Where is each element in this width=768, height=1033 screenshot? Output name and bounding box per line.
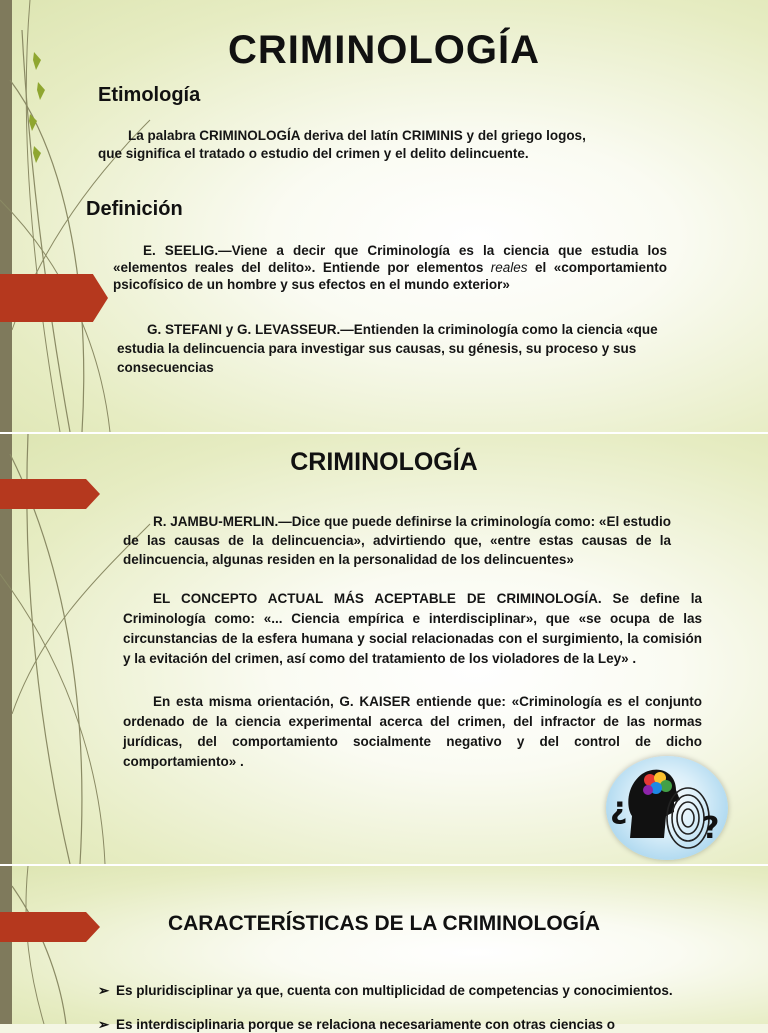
bullet-text: Es interdisciplinaria porque se relaciona necesariamente con otras ciencias o	[116, 1017, 615, 1032]
svg-text:¿: ¿	[610, 791, 628, 826]
seelig-text-a: E. SEELIG.—Viene a decir que Criminología es la ciencia que estudia los «elementos reales del delito». Entiende por elementos	[113, 243, 667, 275]
bullet-item	[100, 1016, 704, 1033]
slide-2-title: CRIMINOLOGÍA	[290, 448, 478, 476]
concepto-paragraph: EL CONCEPTO ACTUAL MÁS ACEPTABLE DE CRIMINOLOGÍA. Se define la Criminología como: «... Ciencia empírica e interdisciplinar», que «se ocupa de las circunstancias de la esfera humana y social relacionadas con el surgimiento, la comisión y la evitación del crimen, así como del tratamiento de los violadores de la Ley» .	[123, 591, 702, 666]
seelig-paragraph	[113, 242, 667, 293]
bullet-item	[100, 982, 704, 999]
red-arrow-marker	[0, 479, 100, 509]
kaiser-paragraph: En esta misma orientación, G. KAISER entiende que: «Criminología es el conjunto ordenado de la ciencia experimental acerca del crimen, del infractor de las normas jurídicas, del comportamiento socialmente negativo y del control de dicho comportamiento» .	[123, 694, 702, 769]
bullet-text: Es pluridisciplinar ya que, cuenta con multiplicidad de competencias y conocimientos.	[116, 983, 673, 998]
seelig-text-b: el «comportamiento psicofísico de un hombre y sus efectos en el mundo exterior»	[113, 260, 667, 292]
red-arrow-marker	[0, 274, 108, 322]
slide-3	[0, 866, 768, 1024]
slide-1-title: CRIMINOLOGÍA	[228, 28, 540, 72]
svg-text:?: ?	[702, 811, 720, 846]
etymology-line-1: La palabra CRIMINOLOGÍA deriva del latín CRIMINIS y del griego logos,	[128, 128, 586, 143]
seelig-italic: reales	[490, 260, 528, 275]
etymology-line-2: que significa el tratado o estudio del crimen y el delito delincuente.	[98, 146, 529, 161]
decorative-lines-icon	[0, 866, 160, 1024]
jambu-paragraph: R. JAMBU-MERLIN.—Dice que puede definirse la criminología como: «El estudio de las causas de la delincuencia», advirtiendo que, «entre estas causas de la delincuencia, algunas residen en la personalidad de los delincuentes»	[123, 514, 671, 567]
etymology-heading: Etimología	[98, 84, 201, 106]
slide-3-title: CARACTERÍSTICAS DE LA CRIMINOLOGÍA	[167, 912, 601, 935]
stefani-paragraph: G. STEFANI y G. LEVASSEUR.—Entienden la criminología como la ciencia «que estudia la delincuencia para investigar sus causas, su génesis, su proceso y sus consecuencias	[117, 322, 658, 375]
bullet-arrow-icon: ➢	[98, 983, 110, 998]
bullet-arrow-icon: ➢	[98, 1017, 110, 1032]
definition-heading: Definición	[86, 198, 183, 220]
criminology-image	[606, 756, 728, 860]
question-mark-icon	[610, 791, 627, 826]
